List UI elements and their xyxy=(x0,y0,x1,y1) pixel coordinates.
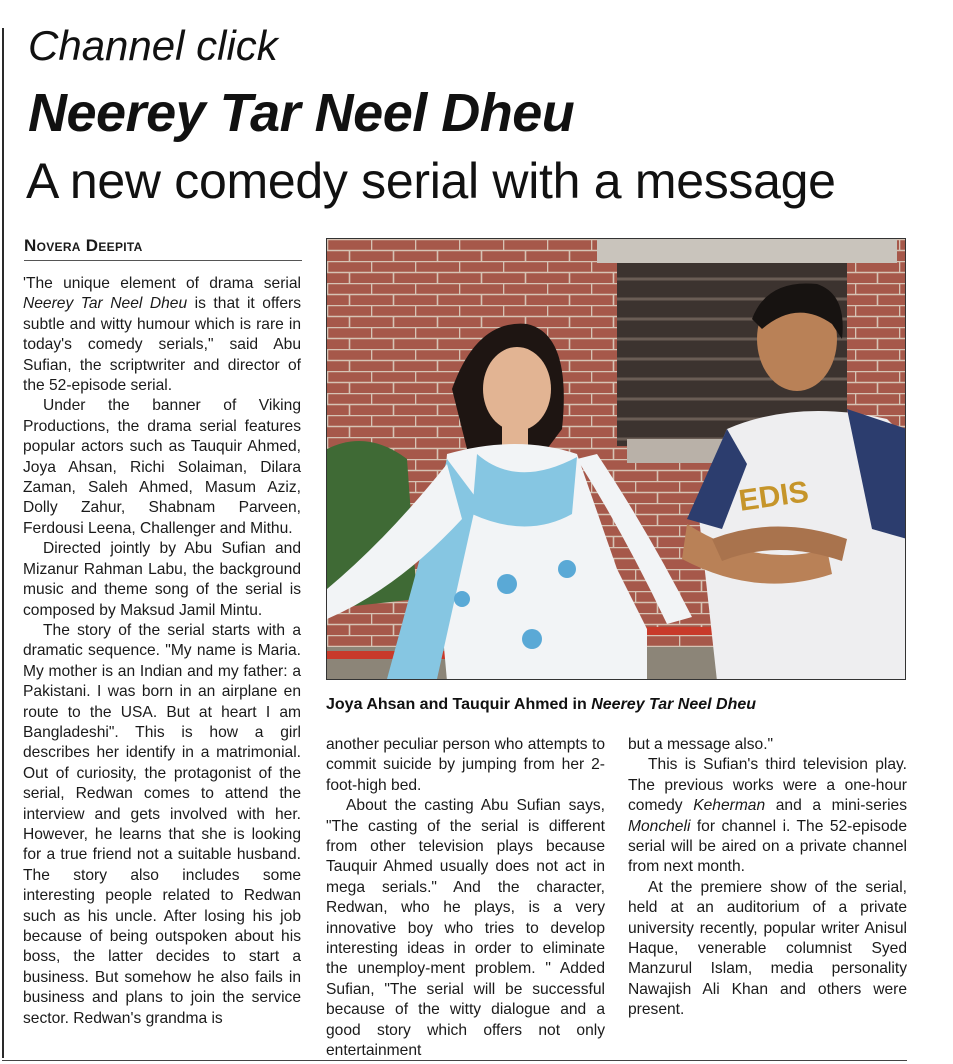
woman-face xyxy=(483,347,551,431)
shirt-lettering: EDIS xyxy=(736,475,811,518)
photo-caption: Joya Ahsan and Tauquir Ahmed in Neerey Tar Neel Dheu xyxy=(326,696,757,713)
article-headline: Neerey Tar Neel Dheu xyxy=(28,83,575,143)
paragraph-cast: Under the banner of Viking Productions, the drama serial features popular actors such as Tauquir Ahmed, Joya Ahsan, Richi Solaiman, Dilara Zaman, Saleh Ahmed, Masum Aziz, Dolly Zahur, Shabnam Parveen, Ferdousi Leena, Challenger and Mithu. xyxy=(23,397,301,537)
text-column-1 xyxy=(23,274,301,1029)
paragraph-premiere: At the premiere show of the serial, held at an auditorium of a private university recently, popular writer Anisul Haque, venerable columnist Syed Manzurul Islam, media personality Nawajish Ali Khan and others were present. xyxy=(628,878,907,1019)
article-subheadline: A new comedy serial with a message xyxy=(26,153,836,209)
paragraph-story: The story of the serial starts with a dramatic sequence. "My name is Maria. My mother is an Indian and my father: a Pakistani. I was born in an airplane en route to the USA. But at heart I am Bangladeshi". This is how a girl describes her identify in a matrimonial. Out of curiosity, the protagonist of the serial, Redwan comes to attend the interview and gets involved with her. However, he learns that she is looking for a true friend not a suitable husband. The story also includes some interesting people related to Redwan such as his uncle. After losing his job because of being outspoken about his boss, the latter decides to start a business. But somehow he also fails in business and plans to join the service sector. Redwan's grandma is xyxy=(23,621,301,1027)
serial-title-italic: Neerey Tar Neel Dheu xyxy=(23,295,188,313)
paragraph-previous-works: This is Sufian's third television play. The previous works were a one-hour comedy Keherman and a mini-series Moncheli for channel i. The 52-episode serial will be aired on a private channel from next month. xyxy=(628,756,907,876)
paragraph-casting-end: but a message also." xyxy=(628,736,774,753)
caption-serial-title: Neerey Tar Neel Dheu xyxy=(591,696,757,713)
paragraph-casting: About the casting Abu Sufian says, "The casting of the serial is different from other television plays because Tauquir Ahmed usually does not act in mega serials." And the character, Redwan, who he plays, is a very innovative boy who tries to develop interesting ideas in order to eliminate the unemploy-ment problem. " Added Sufian, "The serial will be successful because of the witty dialogue and a good story which offers not only entertainment xyxy=(326,797,605,1060)
paragraph-directors: Directed jointly by Abu Sufian and Mizanur Rahman Labu, the background music and theme song of the serial is composed by Maksud Jamil Mintu. xyxy=(23,540,301,619)
left-column-rule xyxy=(2,28,4,1058)
text-column-2 xyxy=(326,735,605,1062)
photo-illustration xyxy=(327,239,906,680)
byline: Novera Deepita xyxy=(24,236,143,255)
byline-divider xyxy=(24,260,302,261)
section-label: Channel click xyxy=(28,22,278,69)
window-lintel xyxy=(597,239,897,263)
paragraph-intro: 'The unique element of drama serial Neerey Tar Neel Dheu is that it offers subtle and witty humour which is rare in today's comedy serials," said Abu Sufian, the scriptwriter and director of the 52-episode serial. xyxy=(23,275,301,395)
paragraph-story-continued: another peculiar person who attempts to commit suicide by jumping from her 2-foot-high bed. xyxy=(326,736,605,794)
bottom-rule xyxy=(2,1060,907,1061)
article-photo xyxy=(326,238,906,680)
text-column-3 xyxy=(628,735,907,1021)
